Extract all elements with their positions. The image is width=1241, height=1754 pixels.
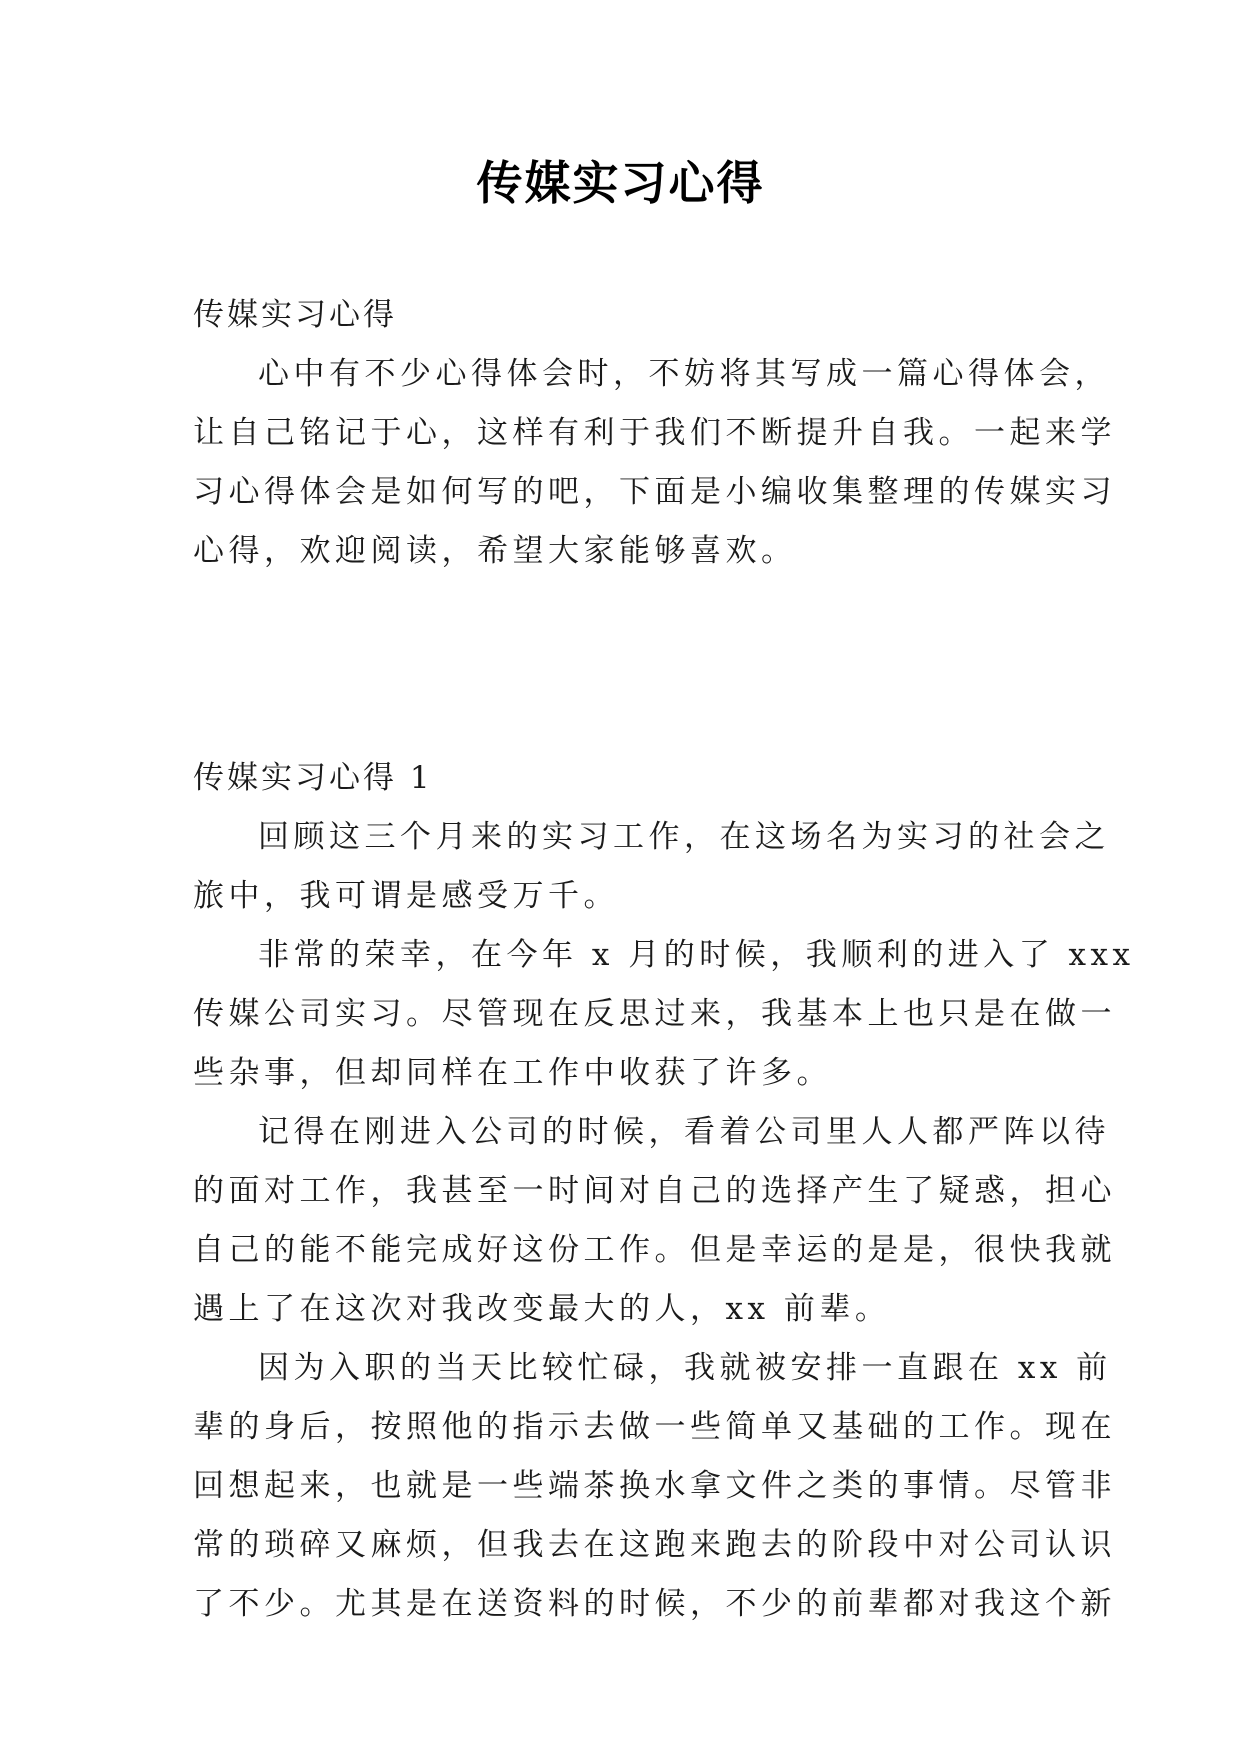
body-line: 因为入职的当天比较忙碌，我就被安排一直跟在 xx 前: [258, 1350, 1112, 1386]
document-body: [193, 286, 1135, 1634]
body-line: 记得在刚进入公司的时候，看着公司里人人都严阵以待: [258, 1114, 1110, 1150]
body-line: 回顾这三个月来的实习工作，在这场名为实习的社会之: [258, 819, 1110, 855]
intro-line: 习心得体会是如何写的吧，下面是小编收集整理的传媒实习: [193, 474, 1116, 510]
section-heading: 传媒实习心得 1: [193, 760, 433, 796]
body-line: 旅中，我可谓是感受万千。: [193, 878, 619, 914]
body-line: 回想起来，也就是一些端茶换水拿文件之类的事情。尽管非: [193, 1468, 1116, 1504]
section-spacer: [193, 581, 1053, 749]
intro-line: 心中有不少心得体会时，不妨将其写成一篇心得体会，: [258, 356, 1110, 392]
subtitle: 传媒实习心得: [193, 297, 397, 333]
document-title: 传媒实习心得: [476, 156, 765, 210]
body-line: 非常的荣幸，在今年 x 月的时候，我顺利的进入了 xxx: [258, 937, 1135, 973]
body-line: 些杂事，但却同样在工作中收获了许多。: [193, 1055, 832, 1091]
body-line: 传媒公司实习。尽管现在反思过来，我基本上也只是在做一: [193, 996, 1116, 1032]
body-line: 常的琐碎又麻烦，但我去在这跑来跑去的阶段中对公司认识: [193, 1527, 1116, 1563]
body-line: 自己的能不能完成好这份工作。但是幸运的是是，很快我就: [193, 1232, 1116, 1268]
intro-line: 心得，欢迎阅读，希望大家能够喜欢。: [193, 533, 797, 569]
intro-line: 让自己铭记于心，这样有利于我们不断提升自我。一起来学: [193, 415, 1116, 451]
body-line: 的面对工作，我甚至一时间对自己的选择产生了疑惑，担心: [193, 1173, 1116, 1209]
body-line: 遇上了在这次对我改变最大的人，xx 前辈。: [193, 1291, 891, 1327]
body-line: 辈的身后，按照他的指示去做一些简单又基础的工作。现在: [193, 1409, 1116, 1445]
body-line: 了不少。尤其是在送资料的时候，不少的前辈都对我这个新: [193, 1586, 1116, 1622]
